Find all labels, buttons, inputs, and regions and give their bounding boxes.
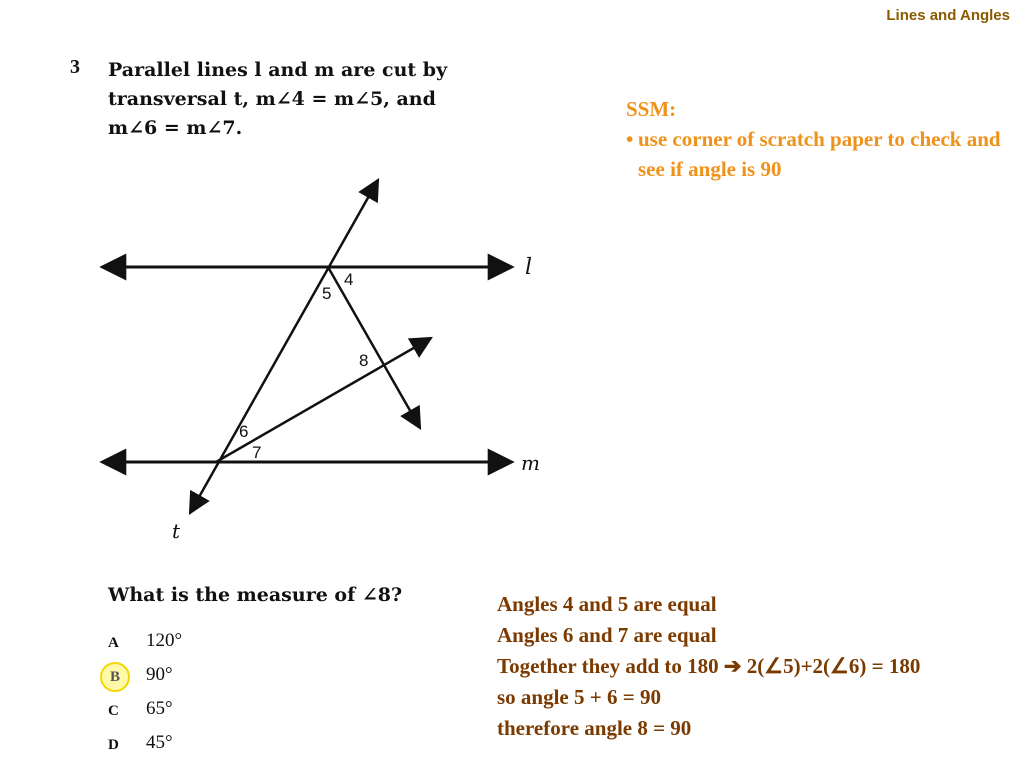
solution-line: so angle 5 + 6 = 90	[497, 685, 661, 709]
ray-from-bottom-intersection	[216, 338, 431, 462]
angle-label-5: 5	[322, 284, 332, 303]
angle-label-4: 4	[344, 270, 354, 289]
ssm-heading: SSM:	[626, 97, 677, 121]
solution-line: Angles 6 and 7 are equal	[497, 623, 717, 647]
solution-line: therefore angle 8 = 90	[497, 716, 692, 740]
solution-explanation	[497, 589, 1017, 744]
page-title: Lines and Angles	[886, 7, 1010, 24]
line-label-l: l	[525, 255, 533, 280]
ssm-note	[626, 94, 1006, 184]
question-stem-line: m∠6 = m∠7.	[108, 117, 243, 139]
question-stem-line: Parallel lines l and m are cut by	[108, 59, 448, 81]
choice-value: 90°	[146, 664, 173, 685]
question-stem-line: transversal t, m∠4 = m∠5, and	[108, 88, 436, 110]
choice-value: 120°	[146, 630, 183, 651]
solution-line: Angles 4 and 5 are equal	[497, 592, 717, 616]
solution-line: Together they add to 180 ➔ 2(∠5)+2(∠6) = 180	[497, 654, 921, 678]
angle-label-8: 8	[359, 351, 369, 370]
choice-value: 45°	[146, 732, 173, 753]
question-prompt: What is the measure of ∠8?	[108, 584, 403, 606]
question-stem	[108, 56, 528, 143]
choice-letter: A	[108, 635, 119, 651]
line-label-m: m	[521, 451, 540, 475]
line-label-t: t	[172, 519, 181, 543]
choice-letter: B	[110, 669, 121, 685]
ssm-bullet-item	[626, 124, 1006, 184]
bullet-icon: •	[626, 127, 634, 151]
choice-letter: D	[108, 737, 119, 753]
geometry-diagram	[0, 160, 600, 550]
choice-value: 65°	[146, 698, 173, 719]
question-number: 3	[70, 56, 80, 78]
ray-from-top-intersection	[328, 267, 420, 428]
angle-label-7: 7	[252, 443, 262, 462]
angle-label-6: 6	[239, 422, 249, 441]
ssm-bullet-text: use corner of scratch paper to check and see if angle is 90	[638, 127, 1001, 181]
choice-letter: C	[108, 703, 119, 719]
